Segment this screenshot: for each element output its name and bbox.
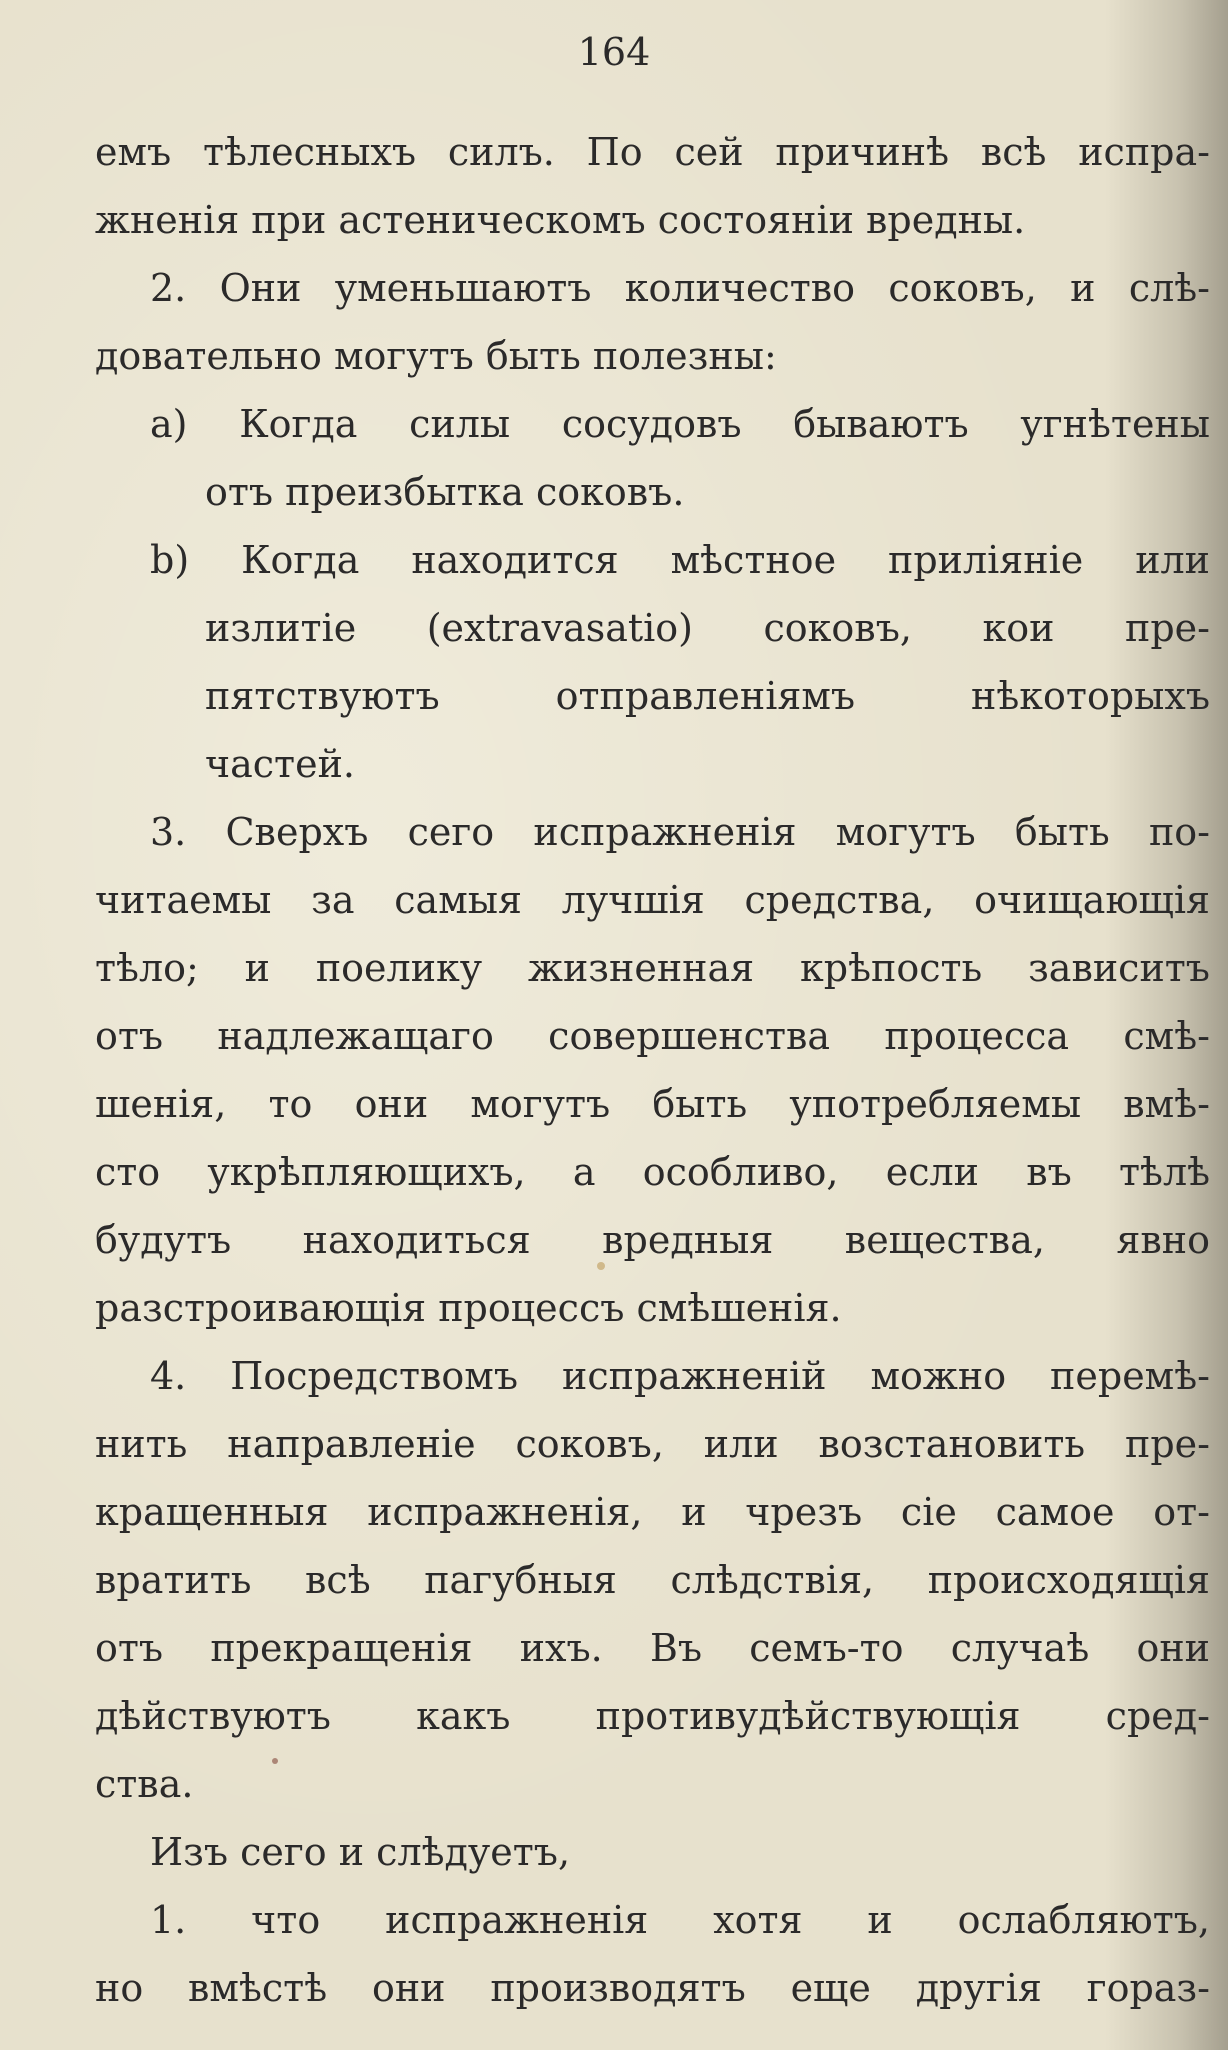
text-line: 3. Сверхъ сего испражненія могутъ быть по- bbox=[150, 810, 1210, 854]
text-line: отъ преизбытка соковъ. bbox=[205, 470, 685, 514]
text-line: излитіе (extravasatio) соковъ, кои пре- bbox=[205, 606, 1210, 650]
text-line: a) Когда силы сосудовъ бываютъ угнѣтены bbox=[150, 402, 1210, 446]
body-text bbox=[95, 118, 1210, 2022]
text-line: жненія при астеническомъ состояніи вредны. bbox=[95, 198, 1026, 242]
paper-speck bbox=[597, 1262, 605, 1270]
text-line: частей. bbox=[205, 742, 355, 786]
text-line: будутъ находиться вредныя вещества, явно bbox=[95, 1218, 1210, 1262]
text-line: читаемы за самыя лучшія средства, очищающія bbox=[95, 878, 1210, 922]
text-line: дѣйствуютъ какъ противудѣйствующія сред- bbox=[95, 1694, 1210, 1738]
text-line: Изъ сего и слѣдуетъ, bbox=[150, 1830, 571, 1874]
text-line: пятствуютъ отправленіямъ нѣкоторыхъ bbox=[205, 674, 1210, 718]
text-line: 2. Они уменьшаютъ количество соковъ, и слѣ- bbox=[150, 266, 1210, 310]
text-line: 1. что испражненія хотя и ослабляютъ, bbox=[150, 1898, 1210, 1942]
text-line: емъ тѣлесныхъ силъ. По сей причинѣ всѣ испра- bbox=[95, 130, 1210, 174]
text-line: сто укрѣпляющихъ, а особливо, если въ тѣлѣ bbox=[95, 1150, 1210, 1194]
text-line: b) Когда находится мѣстное приліяніе или bbox=[150, 538, 1210, 582]
text-line: тѣло; и поелику жизненная крѣпость зависитъ bbox=[95, 946, 1210, 990]
paper-speck bbox=[272, 1758, 278, 1764]
text-line: довательно могутъ быть полезны: bbox=[95, 334, 777, 378]
text-line: ства. bbox=[95, 1762, 194, 1806]
text-line: кращенныя испражненія, и чрезъ сіе самое от- bbox=[95, 1490, 1210, 1534]
text-line: отъ прекращенія ихъ. Въ семъ-то случаѣ они bbox=[95, 1626, 1210, 1670]
text-line: 4. Посредствомъ испражненій можно перемѣ- bbox=[150, 1354, 1210, 1398]
text-line: отъ надлежащаго совершенства процесса смѣ- bbox=[95, 1014, 1210, 1058]
text-line: но вмѣстѣ они производятъ еще другія гораз- bbox=[95, 1966, 1210, 2010]
text-line: вратить всѣ пагубныя слѣдствія, происходящія bbox=[95, 1558, 1210, 1602]
text-line: нить направленіе соковъ, или возстановить пре- bbox=[95, 1422, 1210, 1466]
page-number: 164 bbox=[577, 30, 651, 74]
text-line: разстроивающія процессъ смѣшенія. bbox=[95, 1286, 842, 1330]
text-line: шенія, то они могутъ быть употребляемы вмѣ- bbox=[95, 1082, 1210, 1126]
